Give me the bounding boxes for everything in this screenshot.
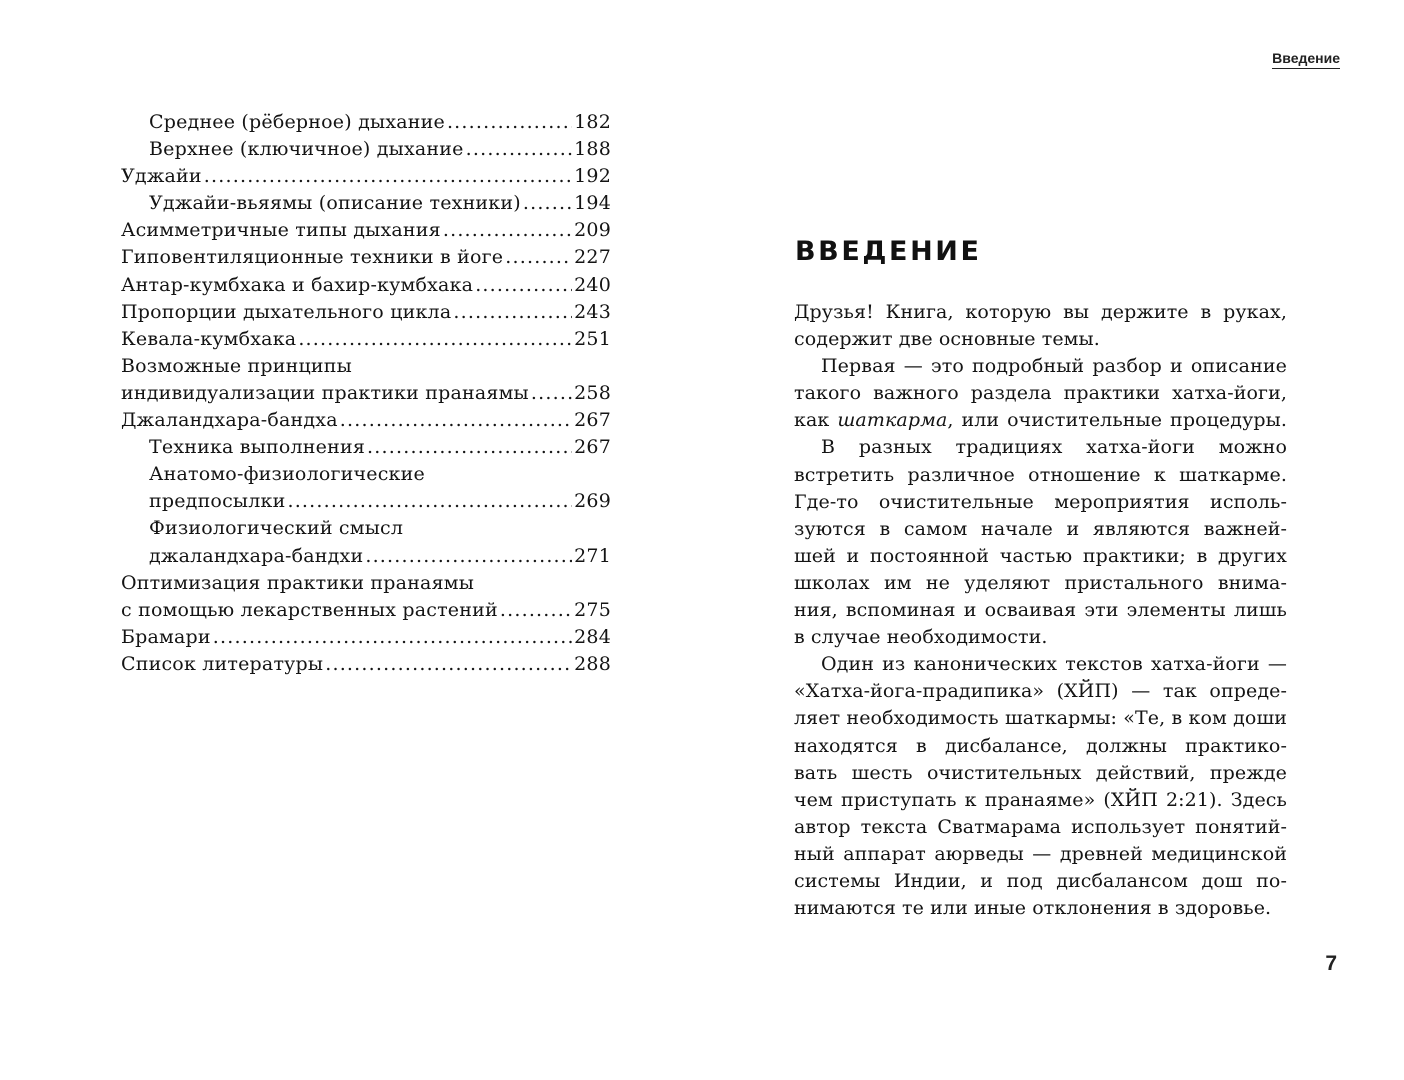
toc-dot-leader — [287, 488, 572, 515]
text-line: ный аппарат аюрведы — древней медицинской — [794, 842, 1287, 865]
toc-dot-leader — [340, 407, 572, 434]
toc-entry — [121, 597, 611, 624]
toc-entry-title: Антар-кумбхака и бахир-кумбхака — [121, 273, 474, 296]
toc-entry — [121, 109, 611, 136]
toc-entry-title: с помощью лекарственных растений — [121, 598, 498, 621]
text-line: зуются в самом начале и являются важней- — [794, 517, 1287, 540]
toc-entry — [121, 299, 611, 326]
toc-page-number: 288 — [574, 652, 611, 675]
page-number: 7 — [1325, 952, 1337, 975]
toc-entry — [121, 380, 611, 407]
toc-page-number: 243 — [574, 300, 611, 323]
toc-entry-title: Джаландхара-бандха — [121, 409, 338, 432]
text-line: чем приступать к пранаяме» (ХЙП 2:21). Здесь — [794, 788, 1287, 811]
text-line: в случае необходимости. — [794, 626, 1048, 649]
toc-entry-title: Список литературы — [121, 652, 324, 675]
text-line: В разных традициях хатха-йоги можно — [821, 436, 1287, 459]
toc-entry — [121, 488, 611, 515]
toc-dot-leader — [531, 380, 572, 407]
toc-page-number: 188 — [574, 138, 611, 161]
toc-entry-line1 — [121, 353, 611, 380]
toc-dot-leader — [475, 272, 572, 299]
text-line: содержит две основные темы. — [794, 328, 1100, 351]
text-line: вать шесть очистительных действий, прежде — [794, 761, 1287, 784]
toc-page-number: 251 — [574, 327, 611, 350]
toc-page-number: 267 — [574, 436, 611, 459]
text-fragment: , или очистительные процедуры. — [947, 409, 1287, 432]
text-line: такого важного раздела практики хатха-йоги, — [794, 382, 1287, 405]
toc-page-number: 258 — [574, 381, 611, 404]
toc-entry-title: Верхнее (ключичное) дыхание — [149, 138, 464, 161]
toc-entry-title: Анатомо-физиологические — [149, 463, 425, 486]
toc-dot-leader — [298, 326, 572, 353]
toc-dot-leader — [367, 434, 572, 461]
text-line — [794, 407, 1287, 434]
toc-page-number: 269 — [574, 490, 611, 513]
toc-entry — [121, 434, 611, 461]
text-line: автор текста Сватмарама использует понятий- — [794, 815, 1287, 838]
text-line: ляет необходимость шаткармы: «Те, в ком доши — [794, 707, 1287, 730]
text-line: системы Индии, и под дисбалансом дош по- — [794, 869, 1287, 892]
toc-dot-leader — [500, 597, 572, 624]
text-line: находятся в дисбалансе, должны практико- — [794, 734, 1287, 757]
text-fragment: как — [794, 409, 838, 432]
text-line: Друзья! Книга, которую вы держите в руках, — [794, 301, 1287, 323]
toc-page-number: 182 — [574, 111, 611, 133]
toc-entry-title: Брамари — [121, 625, 211, 648]
toc-entry-title: Физиологический смысл — [149, 517, 404, 540]
toc-entry — [121, 624, 611, 651]
toc-entry — [121, 326, 611, 353]
toc-entry-line1 — [121, 570, 611, 597]
text-line: ния, вспоминая и осваивая эти элементы лишь — [794, 599, 1287, 622]
toc-entry-title: Асимметричные типы дыхания — [121, 219, 441, 242]
toc-dot-leader — [447, 109, 572, 136]
toc-entry — [121, 651, 611, 678]
toc-page-number: 284 — [574, 625, 611, 648]
text-line: Где-то очистительные мероприятия исполь- — [794, 490, 1287, 513]
toc-dot-leader — [453, 299, 572, 326]
toc-page-number: 240 — [574, 273, 611, 296]
text-line: «Хатха-йога-прадипика» (ХЙП) — так опреде- — [794, 680, 1287, 703]
toc-entry-title: Техника выполнения — [149, 436, 366, 459]
toc-entry-title: Уджайи — [121, 165, 202, 188]
text-line: Первая — это подробный разбор и описание — [821, 355, 1287, 378]
toc-entry-title: Уджайи-вьяямы (описание техники) — [149, 192, 521, 215]
running-head: Введение — [1272, 50, 1340, 69]
chapter-title: ВВЕДЕНИЕ — [795, 236, 982, 267]
toc-entry-title: Оптимизация практики пранаямы — [121, 571, 475, 594]
toc-entry-title: Пропорции дыхательного цикла — [121, 300, 452, 323]
toc-page-number: 194 — [574, 192, 611, 215]
toc-entry-title: джаландхара-бандхи — [149, 544, 364, 567]
toc-page-number: 271 — [574, 544, 611, 567]
toc-entry — [121, 272, 611, 299]
text-line: шей и постоянной частью практики; в других — [794, 544, 1287, 567]
toc-entry-title: Гиповентиляционные техники в йоге — [121, 246, 504, 269]
toc-dot-leader — [505, 244, 572, 271]
toc-entry — [121, 190, 611, 217]
toc-entry-title: Среднее (рёберное) дыхание — [149, 111, 445, 133]
toc-entry — [121, 163, 611, 190]
toc-entry — [121, 217, 611, 244]
text-line: нимаются те или иные отклонения в здоровье. — [794, 897, 1272, 920]
toc-entry — [121, 136, 611, 163]
toc-entry — [121, 543, 611, 570]
toc-page-number: 209 — [574, 219, 611, 242]
toc-entry-line1 — [121, 461, 611, 488]
toc-dot-leader — [325, 651, 572, 678]
text-line: школах им не уделяют пристального внима- — [794, 571, 1287, 594]
toc-dot-leader — [204, 163, 572, 190]
toc-page-number: 267 — [574, 409, 611, 432]
toc-entry-title: Кевала-кумбхака — [121, 327, 297, 350]
emphasis-term: шаткарма — [837, 409, 948, 432]
toc-page-number: 192 — [574, 165, 611, 188]
toc-dot-leader — [466, 136, 573, 163]
toc-entry — [121, 407, 611, 434]
toc-page-number: 227 — [574, 246, 611, 269]
toc-entry-line1 — [121, 515, 611, 542]
toc-page-number: 275 — [574, 598, 611, 621]
table-of-contents — [121, 109, 611, 678]
text-line: Один из канонических текстов хатха-йоги — — [821, 653, 1287, 676]
toc-entry-title: предпосылки — [149, 490, 286, 513]
toc-entry-title: индивидуализации практики пранаямы — [121, 381, 529, 404]
toc-dot-leader — [365, 543, 572, 570]
body-text — [794, 299, 1287, 922]
toc-dot-leader — [213, 624, 572, 651]
toc-entry — [121, 244, 611, 271]
text-line: встретить различное отношение к шаткарме. — [794, 463, 1287, 486]
toc-dot-leader — [523, 190, 572, 217]
toc-dot-leader — [443, 217, 572, 244]
toc-entry-title: Возможные принципы — [121, 354, 352, 377]
